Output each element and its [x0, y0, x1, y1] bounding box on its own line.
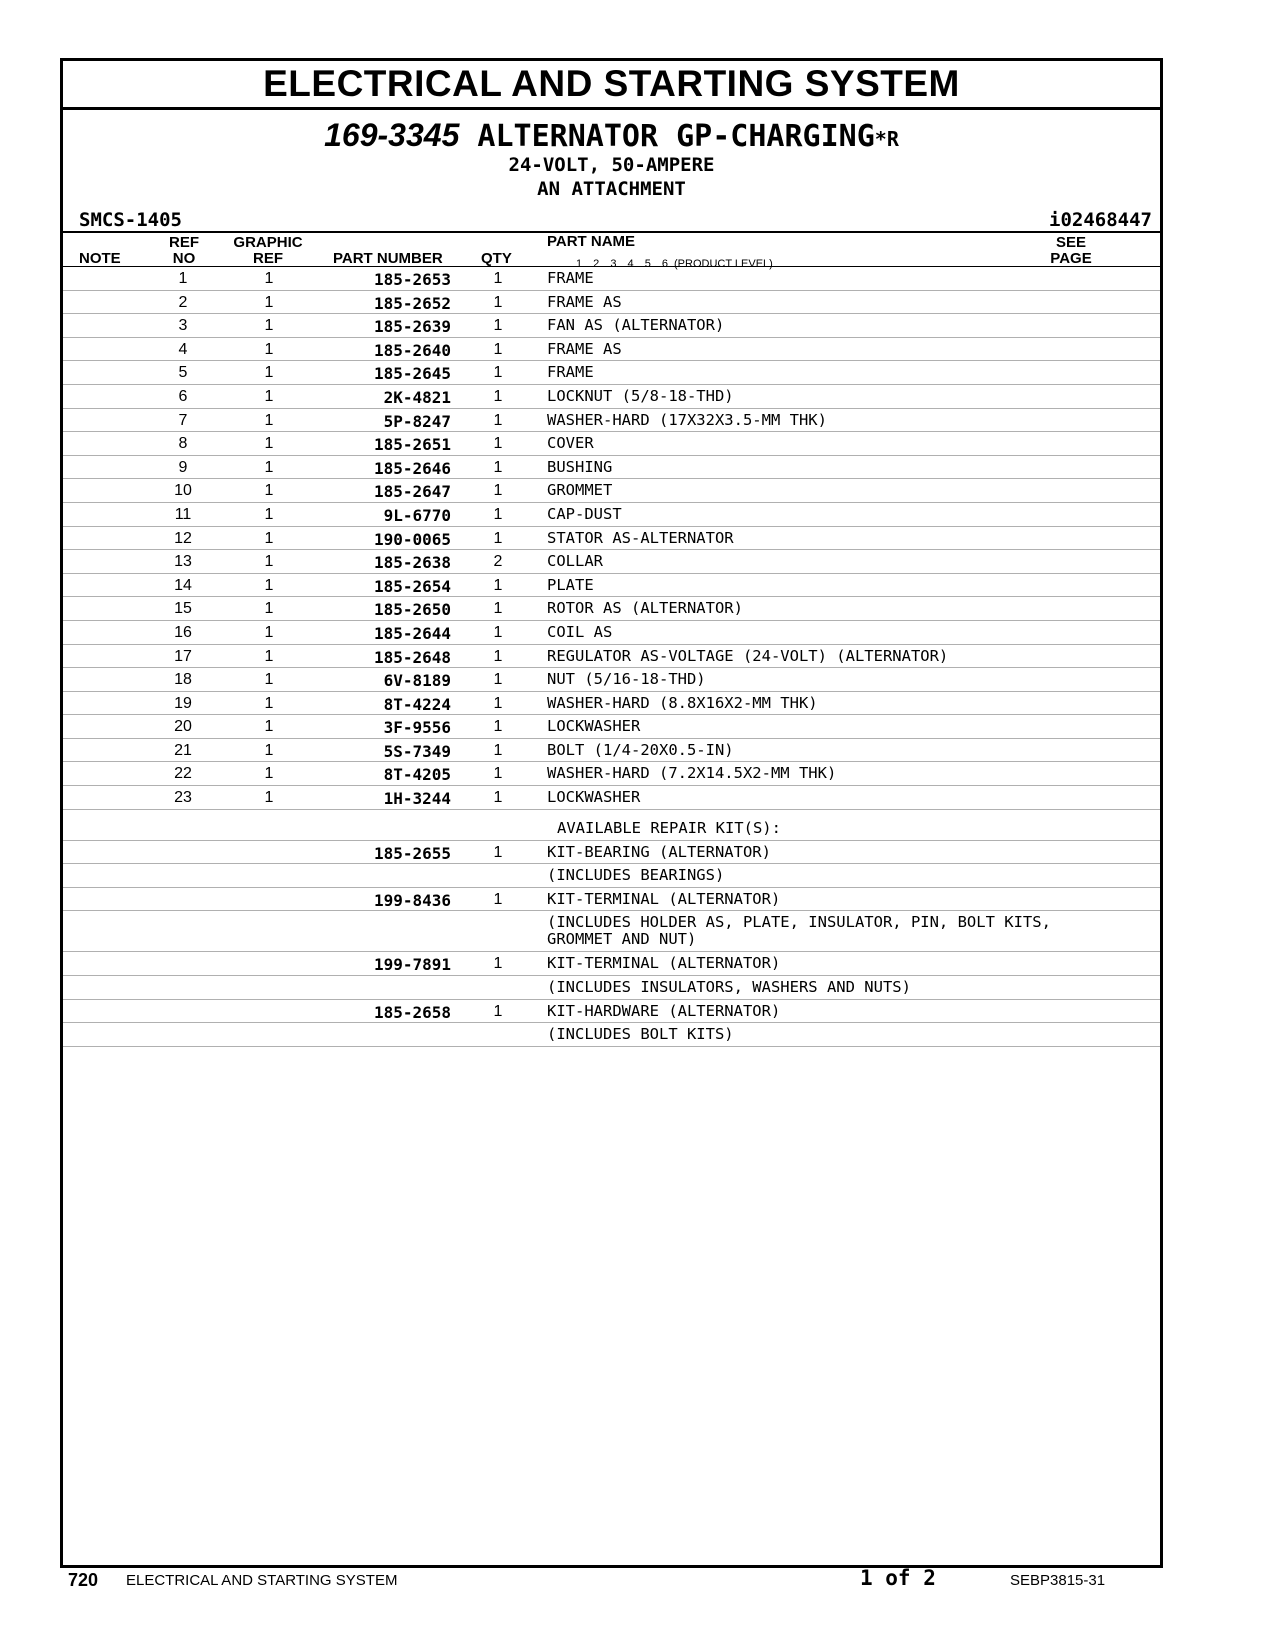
- table-row: [63, 597, 1160, 621]
- ref-no: 17: [174, 647, 192, 665]
- quantity: 1: [493, 789, 503, 807]
- table-row: [63, 385, 1160, 409]
- graphic-ref: 1: [264, 553, 274, 571]
- part-number: 2K-4821: [383, 387, 451, 407]
- part-number: 8T-4224: [383, 694, 451, 714]
- graphic-ref: 1: [264, 741, 274, 759]
- graphic-ref: 1: [264, 317, 274, 335]
- part-name: KIT-TERMINAL (ALTERNATOR): [547, 954, 781, 973]
- quantity: 2: [493, 553, 503, 571]
- part-number: 185-2639: [373, 317, 451, 337]
- product-level-label: (PRODUCT LEVEL): [674, 258, 773, 270]
- table-row: [63, 841, 1160, 865]
- group-subtitle-1: 24-VOLT, 50-AMPERE: [508, 154, 715, 176]
- part-number: 185-2644: [373, 623, 451, 643]
- table-row: [63, 338, 1160, 362]
- quantity: 1: [493, 955, 503, 973]
- part-number: 6V-8189: [383, 671, 451, 691]
- quantity: 1: [493, 387, 503, 405]
- table-row: [63, 291, 1160, 315]
- part-number: 185-2648: [373, 647, 451, 667]
- part-name: COIL AS: [547, 622, 613, 641]
- part-name: FRAME: [547, 269, 594, 287]
- ref-no: 1: [178, 270, 188, 287]
- part-name: COLLAR: [547, 552, 603, 571]
- table-row: [63, 361, 1160, 385]
- part-number: 185-2647: [373, 482, 451, 502]
- table-row: [63, 888, 1160, 912]
- part-number: 9L-6770: [383, 505, 451, 525]
- part-name: WASHER-HARD (7.2X14.5X2-MM THK): [547, 764, 837, 783]
- table-row: [63, 911, 1160, 952]
- table-row: [63, 267, 1160, 291]
- ref-no: 8: [178, 435, 188, 453]
- smcs-code: SMCS-1405: [79, 209, 182, 231]
- graphic-ref: 1: [264, 364, 274, 382]
- part-number: 199-7891: [373, 955, 451, 975]
- ref-no: 20: [174, 718, 192, 736]
- col-header-see-bottom: PAGE: [1050, 250, 1092, 267]
- col-header-graphic-bottom: REF: [253, 250, 283, 267]
- part-number: 185-2655: [373, 843, 451, 863]
- part-number: 185-2653: [373, 270, 451, 289]
- quantity: 1: [493, 1002, 503, 1020]
- ref-no: 7: [178, 411, 188, 429]
- table-row: [63, 503, 1160, 527]
- group-title: [63, 117, 1160, 157]
- table-row: [63, 762, 1160, 786]
- part-name: BUSHING: [547, 457, 613, 476]
- section-title: ELECTRICAL AND STARTING SYSTEM: [63, 61, 1160, 110]
- quantity: 1: [493, 505, 503, 523]
- ref-no: 21: [174, 741, 192, 759]
- graphic-ref: 1: [264, 505, 274, 523]
- part-name: NUT (5/16-18-THD): [547, 670, 706, 689]
- quantity: 1: [493, 647, 503, 665]
- graphic-ref: 1: [264, 411, 274, 429]
- quantity: 1: [493, 364, 503, 382]
- part-name: STATOR AS-ALTERNATOR: [547, 528, 734, 547]
- quantity: 1: [493, 529, 503, 547]
- table-row: [63, 527, 1160, 551]
- graphic-ref: 1: [264, 600, 274, 618]
- part-name: FRAME AS: [547, 339, 622, 358]
- quantity: 1: [493, 411, 503, 429]
- part-name: CAP-DUST: [547, 504, 622, 523]
- part-number: 199-8436: [373, 890, 451, 910]
- part-name: AVAILABLE REPAIR KIT(S):: [557, 818, 781, 837]
- part-name: (INCLUDES INSULATORS, WASHERS AND NUTS): [547, 978, 911, 997]
- part-number: 185-2651: [373, 435, 451, 455]
- part-name: GROMMET: [547, 481, 613, 500]
- table-row: [63, 550, 1160, 574]
- ref-no: 5: [178, 364, 188, 382]
- table-row: [63, 864, 1160, 888]
- part-name: KIT-BEARING (ALTERNATOR): [547, 842, 771, 861]
- col-header-see-page: [1041, 235, 1101, 267]
- col-header-ref-bottom: NO: [172, 250, 196, 267]
- parts-table: [63, 267, 1160, 1047]
- quantity: 1: [493, 694, 503, 712]
- table-row: [63, 810, 1160, 841]
- group-subtitle-2: AN ATTACHMENT: [537, 178, 686, 200]
- table-row: [63, 976, 1160, 1000]
- col-header-graphic-top: GRAPHIC: [233, 234, 303, 251]
- table-row: [63, 1000, 1160, 1024]
- graphic-ref: 1: [264, 623, 274, 641]
- table-row: [63, 314, 1160, 338]
- quantity: 1: [493, 576, 503, 594]
- part-name: (INCLUDES HOLDER AS, PLATE, INSULATOR, PIN, BOLT KITS, GROMMET AND NUT): [547, 913, 1051, 949]
- product-level-numbers: 1 2 3 4 5 6: [576, 258, 668, 270]
- part-number: 8T-4205: [383, 765, 451, 785]
- part-number: 1H-3244: [383, 789, 451, 809]
- footer-section: ELECTRICAL AND STARTING SYSTEM: [126, 1572, 398, 1589]
- ref-no: 10: [174, 482, 192, 500]
- part-name: BOLT (1/4-20X0.5-IN): [547, 740, 734, 759]
- col-header-ref-top: REF: [169, 234, 199, 251]
- ref-no: 16: [174, 623, 192, 641]
- part-name: REGULATOR AS-VOLTAGE (24-VOLT) (ALTERNATOR): [547, 646, 949, 665]
- table-row: [63, 668, 1160, 692]
- quantity: 1: [493, 765, 503, 783]
- parts-page-frame: [60, 58, 1163, 1568]
- quantity: 1: [493, 270, 503, 287]
- part-number: 190-0065: [373, 529, 451, 549]
- col-header-graphic-ref: [228, 235, 308, 267]
- quantity: 1: [493, 317, 503, 335]
- graphic-ref: 1: [264, 529, 274, 547]
- table-row: [63, 432, 1160, 456]
- ref-no: 14: [174, 576, 192, 594]
- ref-no: 6: [178, 387, 188, 405]
- group-suffix: *R: [874, 127, 899, 151]
- graphic-ref: 1: [264, 671, 274, 689]
- ref-no: 2: [178, 293, 188, 311]
- part-name: FAN AS (ALTERNATOR): [547, 316, 725, 335]
- ref-no: 13: [174, 553, 192, 571]
- graphic-ref: 1: [264, 789, 274, 807]
- footer-page-number: 720: [68, 1570, 99, 1590]
- table-row: [63, 409, 1160, 433]
- table-row: [63, 621, 1160, 645]
- ref-no: 15: [174, 600, 192, 618]
- graphic-ref: 1: [264, 765, 274, 783]
- quantity: 1: [493, 435, 503, 453]
- col-header-part-number: PART NUMBER: [333, 250, 443, 267]
- graphic-ref: 1: [264, 340, 274, 358]
- quantity: 1: [493, 482, 503, 500]
- part-number: 185-2652: [373, 293, 451, 313]
- graphic-ref: 1: [264, 694, 274, 712]
- part-number: 185-2658: [373, 1002, 451, 1022]
- part-name: KIT-TERMINAL (ALTERNATOR): [547, 889, 781, 908]
- footer-document-number: SEBP3815-31: [1010, 1572, 1106, 1589]
- graphic-ref: 1: [264, 387, 274, 405]
- ref-no: 9: [178, 458, 188, 476]
- part-name: (INCLUDES BEARINGS): [547, 866, 725, 885]
- document-id: i02468447: [1049, 209, 1152, 231]
- group-name: ALTERNATOR GP-CHARGING: [477, 119, 875, 154]
- table-row: [63, 645, 1160, 669]
- col-header-note: NOTE: [79, 250, 121, 267]
- ref-no: 23: [174, 789, 192, 807]
- part-number: 5P-8247: [383, 411, 451, 431]
- part-name: LOCKNUT (5/8-18-THD): [547, 386, 734, 405]
- col-header-ref: [159, 235, 209, 267]
- col-header-part-name: PART NAME: [547, 233, 636, 250]
- part-name: (INCLUDES BOLT KITS): [547, 1025, 734, 1044]
- table-row: [63, 1023, 1160, 1047]
- part-number: 3F-9556: [383, 718, 451, 738]
- graphic-ref: 1: [264, 482, 274, 500]
- part-number: 185-2650: [373, 600, 451, 620]
- quantity: 1: [493, 600, 503, 618]
- part-name: PLATE: [547, 575, 594, 594]
- table-row: [63, 786, 1160, 810]
- part-number: 185-2646: [373, 458, 451, 478]
- quantity: 1: [493, 718, 503, 736]
- quantity: 1: [493, 458, 503, 476]
- ref-no: 19: [174, 694, 192, 712]
- part-number: 185-2645: [373, 364, 451, 384]
- table-row: [63, 739, 1160, 763]
- ref-no: 4: [178, 340, 188, 358]
- ref-no: 12: [174, 529, 192, 547]
- quantity: 1: [493, 843, 503, 861]
- col-header-see-top: SEE: [1055, 234, 1086, 251]
- part-name: WASHER-HARD (17X32X3.5-MM THK): [547, 410, 827, 429]
- quantity: 1: [493, 671, 503, 689]
- part-number: 185-2638: [373, 553, 451, 573]
- table-row: [63, 952, 1160, 976]
- quantity: 1: [493, 741, 503, 759]
- quantity: 1: [493, 623, 503, 641]
- quantity: 1: [493, 293, 503, 311]
- part-name: FRAME: [547, 363, 594, 382]
- ref-no: 3: [178, 317, 188, 335]
- quantity: 1: [493, 890, 503, 908]
- group-part-number: 169-3345: [324, 117, 460, 153]
- graphic-ref: 1: [264, 435, 274, 453]
- part-number: 185-2640: [373, 340, 451, 360]
- part-number: 5S-7349: [383, 741, 451, 761]
- footer-page-of: 1 of 2: [860, 1566, 936, 1590]
- graphic-ref: 1: [264, 576, 274, 594]
- col-header-qty: QTY: [481, 250, 512, 267]
- part-number: 185-2654: [373, 576, 451, 596]
- part-name: LOCKWASHER: [547, 788, 641, 807]
- part-name: COVER: [547, 434, 594, 453]
- ref-no: 11: [174, 505, 192, 523]
- table-row: [63, 574, 1160, 598]
- quantity: 1: [493, 340, 503, 358]
- table-row: [63, 479, 1160, 503]
- table-row: [63, 715, 1160, 739]
- table-row: [63, 456, 1160, 480]
- ref-no: 18: [174, 671, 192, 689]
- table-row: [63, 692, 1160, 716]
- graphic-ref: 1: [264, 270, 274, 287]
- graphic-ref: 1: [264, 647, 274, 665]
- part-name: FRAME AS: [547, 292, 622, 311]
- ref-no: 22: [174, 765, 192, 783]
- graphic-ref: 1: [264, 718, 274, 736]
- graphic-ref: 1: [264, 293, 274, 311]
- part-name: KIT-HARDWARE (ALTERNATOR): [547, 1001, 781, 1020]
- part-name: WASHER-HARD (8.8X16X2-MM THK): [547, 693, 818, 712]
- part-name: LOCKWASHER: [547, 717, 641, 736]
- graphic-ref: 1: [264, 458, 274, 476]
- part-name: ROTOR AS (ALTERNATOR): [547, 599, 743, 618]
